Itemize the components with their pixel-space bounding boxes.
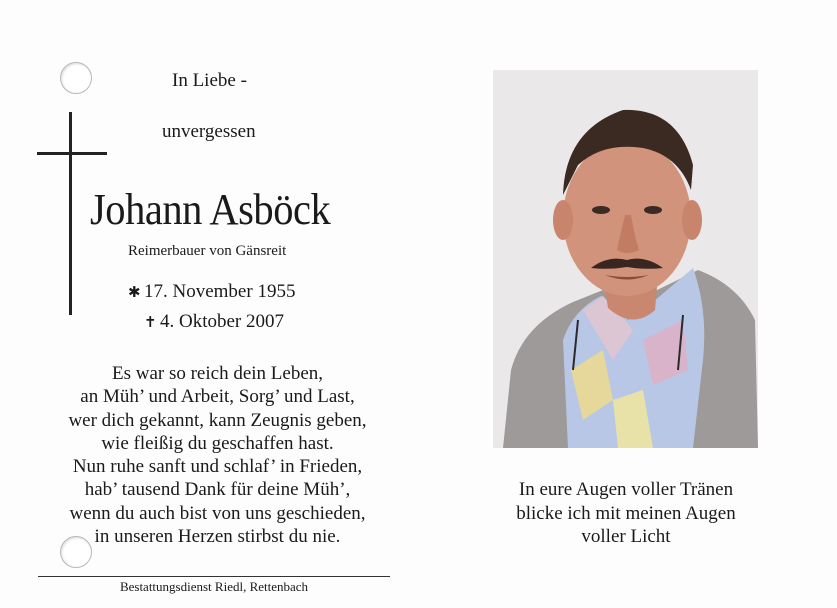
poem-line: an Müh’ und Arbeit, Sorg’ und Last, [80, 386, 355, 408]
poem-line: wie fleißig du geschaffen hast. [101, 432, 334, 454]
poem-line: wer dich gekannt, kann Zeugnis geben, [68, 409, 367, 431]
punch-hole-top [60, 62, 92, 94]
cross-horizontal-bar [37, 152, 107, 155]
quote-line: blicke ich mit meinen Augen [516, 502, 736, 524]
deceased-subtitle: Reimerbauer von Gänsreit [128, 243, 287, 259]
dagger-icon: ✝ [144, 315, 157, 331]
footer-text: Bestattungsdienst Riedl, Rettenbach [119, 579, 309, 594]
footer-divider [38, 576, 390, 577]
death-date: 4. Oktober 2007 [160, 311, 285, 332]
poem-line: Es war so reich dein Leben, [111, 363, 324, 384]
poem-line: in unseren Herzen stirbst du nie. [94, 526, 341, 548]
quote-line: In eure Augen voller Tränen [518, 479, 734, 500]
quote-line: voller Licht [581, 526, 671, 547]
death-date-line [144, 311, 284, 333]
poem-line: Nun ruhe sanft und schlaf’ in Frieden, [72, 456, 363, 478]
intro-line-2: unvergessen [162, 121, 256, 142]
deceased-name: Johann Asböck [90, 185, 331, 234]
portrait-illustration [493, 70, 758, 448]
intro-line-1: In Liebe - [172, 70, 247, 91]
photo-quote [490, 478, 762, 549]
star-icon: ✱ [128, 285, 141, 301]
birth-date: 17. November 1955 [144, 281, 296, 302]
cross-vertical-bar [69, 112, 72, 315]
poem-line: hab’ tausend Dank für deine Müh’, [84, 479, 351, 501]
poem-line: wenn du auch bist von uns geschieden, [69, 502, 366, 524]
portrait-photo [493, 70, 758, 448]
birth-date-line [128, 281, 295, 303]
poem [40, 362, 395, 548]
